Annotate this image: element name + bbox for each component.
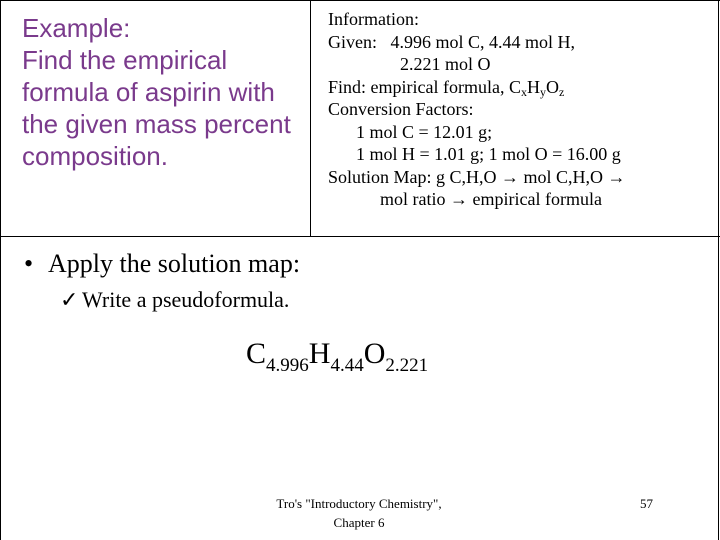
subscript-x: x	[520, 84, 527, 99]
find-h: H	[526, 76, 540, 97]
apply-text: Apply the solution map:	[48, 249, 301, 278]
given-label: Given:	[328, 31, 377, 52]
example-line: Example:	[22, 13, 131, 43]
formula-o: O	[363, 337, 386, 370]
write-text: Write a pseudoformula.	[82, 287, 290, 312]
example-line: the given mass percent	[22, 109, 291, 139]
find-o: O	[545, 76, 559, 97]
solution-map-line-2: mol ratio → empirical formula	[380, 189, 602, 209]
formula-o-subscript: 2.221	[385, 355, 429, 376]
conversion-line-1: 1 mol C = 12.01 g;	[356, 121, 493, 142]
subscript-y: y	[539, 84, 546, 99]
formula-h-subscript: 4.44	[330, 355, 364, 376]
write-subitem	[60, 286, 289, 314]
solution-map-line-1: Solution Map: g C,H,O → mol C,H,O →	[328, 166, 626, 187]
subscript-z: z	[558, 84, 565, 99]
formula-c-subscript: 4.996	[266, 355, 309, 376]
given-line	[328, 31, 718, 54]
find-line	[328, 76, 718, 99]
formula-h: H	[308, 337, 331, 370]
footer-line-1: Tro's "Introductory Chemistry",	[276, 496, 442, 511]
table-horizontal-divider	[0, 236, 720, 237]
given-values-2: 2.221 mol O	[400, 54, 491, 74]
given-values-1: 4.996 mol C, 4.44 mol H,	[390, 31, 576, 52]
frame-left-border	[0, 0, 1, 540]
frame-top-border	[0, 0, 720, 1]
conversion-line-2: 1 mol H = 1.01 g; 1 mol O = 16.00 g	[356, 144, 621, 164]
page-number: 57	[640, 496, 653, 511]
frame-right-border	[718, 0, 719, 540]
checkmark-icon: ✓	[60, 287, 79, 312]
example-line: Find the empirical	[22, 45, 228, 75]
footer-line-2: Chapter 6	[333, 515, 385, 530]
find-prefix: Find: empirical formula, C	[328, 76, 521, 97]
table-vertical-divider	[310, 0, 311, 236]
bullet-icon: •	[24, 249, 34, 278]
conversion-label: Conversion Factors:	[328, 99, 474, 119]
info-heading: Information:	[328, 9, 419, 29]
example-cell	[22, 12, 302, 172]
apply-bullet-item	[24, 248, 300, 280]
example-line: formula of aspirin with	[22, 77, 275, 107]
information-cell	[328, 8, 718, 211]
footer-citation	[264, 494, 454, 532]
formula-c: C	[246, 337, 267, 370]
example-line: composition.	[22, 141, 168, 171]
pseudoformula	[246, 336, 429, 376]
